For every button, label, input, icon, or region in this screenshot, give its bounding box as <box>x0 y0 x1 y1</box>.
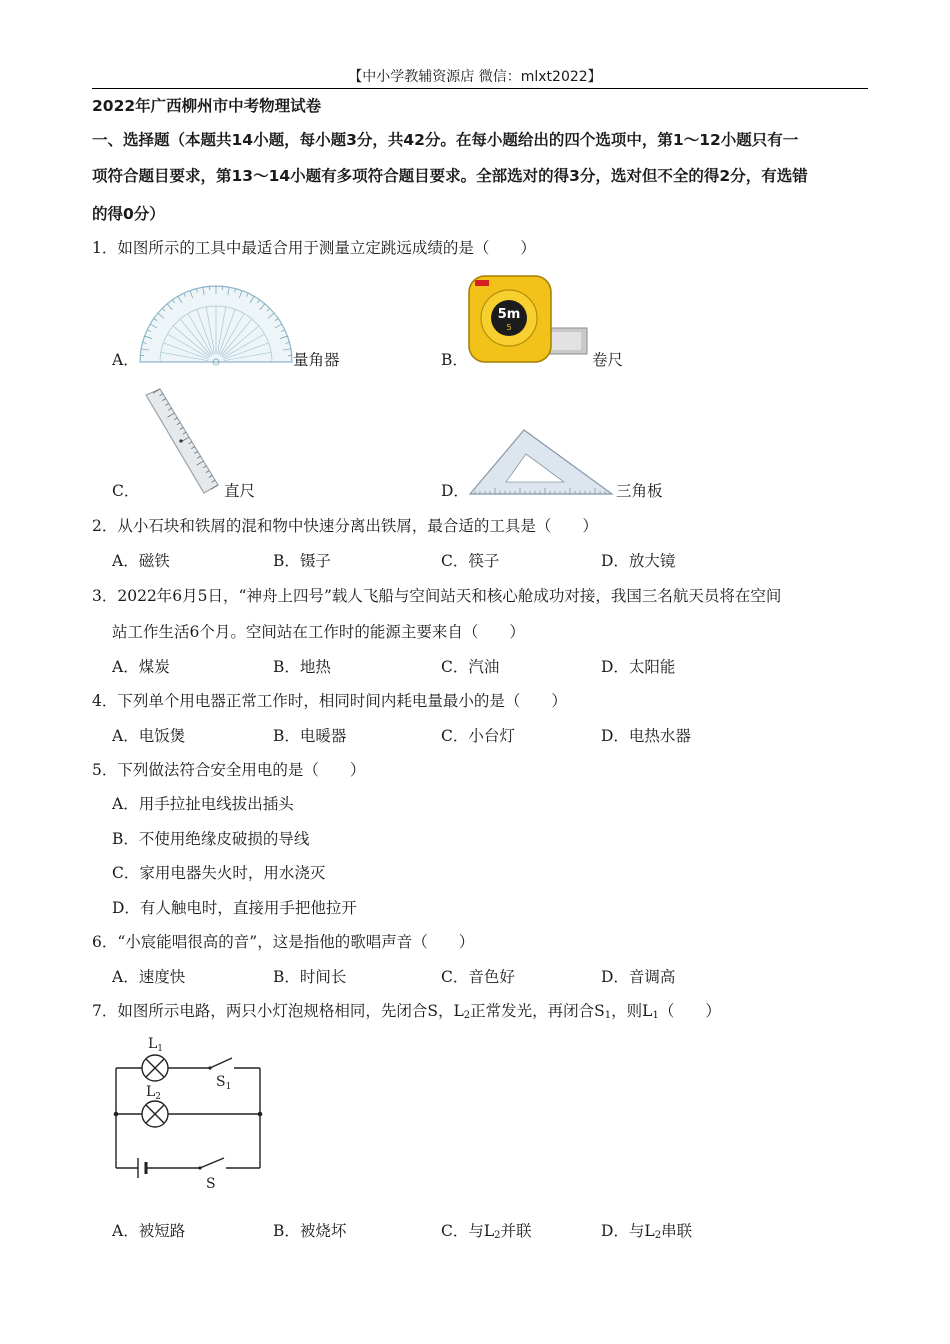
q4-option-a: A．电饭煲 <box>112 727 186 745</box>
q4-option-b: B．电暖器 <box>273 727 347 745</box>
page-header: 【中小学教辅资源店 微信：mlxt2022】 <box>348 69 602 85</box>
circuit-label-s1: $S_1$ <box>216 1074 232 1092</box>
q5-stem: 5．下列做法符合安全用电的是（ ） <box>92 761 366 779</box>
q7-option-c: C．与$L_2$并联 <box>441 1222 532 1241</box>
q1-option-d-letter: D． <box>441 482 469 500</box>
circuit-label-l2: $L_2$ <box>146 1084 162 1102</box>
section-instruction-1: 一、选择题（本题共14小题，每小题3分，共42分。在每小题给出的四个选项中，第1～12小题只有一 <box>92 131 799 149</box>
q1-option-b-label: 卷尺 <box>592 351 624 369</box>
q5-option-c: C．家用电器失火时，用水浇灭 <box>112 864 326 882</box>
q2-stem: 2．从小石块和铁屑的混和物中快速分离出铁屑，最合适的工具是（ ） <box>92 517 598 535</box>
q6-stem: 6．“小宸能唱很高的音”，这是指他的歌唱声音（ ） <box>92 933 475 951</box>
q2-option-a: A．磁铁 <box>112 552 170 570</box>
q1-option-b-letter: B． <box>441 351 468 369</box>
q4-option-d: D．电热水器 <box>601 727 691 745</box>
q7-option-d: D．与$L_2$串联 <box>601 1222 693 1241</box>
tape-label-small: 5 <box>506 323 512 332</box>
q5-option-d: D．有人触电时，直接用手把他拉开 <box>112 899 357 917</box>
circuit-diagram <box>108 1028 268 1194</box>
section-instruction-2: 项符合题目要求，第13～14小题有多项符合题目要求。全部选对的得3分，选对但不全的得2分，有选错 <box>92 167 808 185</box>
exam-title: 2022年广西柳州市中考物理试卷 <box>92 97 322 115</box>
q6-option-d: D．音调高 <box>601 968 676 986</box>
protractor-image <box>136 282 296 368</box>
q6-option-a: A．速度快 <box>112 968 186 986</box>
q3-stem-line2: 站工作生活6个月。空间站在工作时的能源主要来自（ ） <box>112 623 525 641</box>
q1-option-a-letter: A． <box>112 351 139 369</box>
q3-option-c: C．汽油 <box>441 658 500 676</box>
q5-option-a: A．用手拉扯电线拔出插头 <box>112 795 294 813</box>
circuit-label-s: S <box>206 1176 216 1192</box>
q2-option-c: C．筷子 <box>441 552 500 570</box>
tape-label-5m: 5m <box>497 307 521 322</box>
q6-option-c: C．音色好 <box>441 968 515 986</box>
q3-option-a: A．煤炭 <box>112 658 170 676</box>
q3-option-d: D．太阳能 <box>601 658 676 676</box>
q7-stem: 7．如图所示电路，两只小灯泡规格相同，先闭合S，$L_2$正常发光，再闭合$S_1$，则$L_1$（ ） <box>92 1002 721 1021</box>
q4-option-c: C．小台灯 <box>441 727 515 745</box>
q6-option-b: B．时间长 <box>273 968 347 986</box>
q2-option-b: B．镊子 <box>273 552 331 570</box>
q1-stem: 1．如图所示的工具中最适合用于测量立定跳远成绩的是（ ） <box>92 239 536 257</box>
section-instruction-3: 的得0分） <box>92 205 165 223</box>
q1-option-c-letter: C． <box>112 482 140 500</box>
q1-option-c-label: 直尺 <box>224 482 256 500</box>
circuit-label-l1: $L_1$ <box>148 1036 164 1054</box>
q3-option-b: B．地热 <box>273 658 331 676</box>
q1-option-d-label: 三角板 <box>616 482 663 500</box>
ruler-image <box>136 385 226 499</box>
header-rule <box>92 88 868 89</box>
q7-option-b: B．被烧坏 <box>273 1222 347 1240</box>
q5-option-b: B．不使用绝缘皮破损的导线 <box>112 830 310 848</box>
q4-stem: 4．下列单个用电器正常工作时，相同时间内耗电量最小的是（ ） <box>92 692 567 710</box>
tape-measure-image <box>465 272 590 368</box>
q1-option-a-label: 量角器 <box>293 351 340 369</box>
q7-option-a: A．被短路 <box>112 1222 186 1240</box>
q3-stem-line1: 3．2022年6月5日，“神舟上四号”载人飞船与空间站天和核心舱成功对接，我国三名航天员将在空间 <box>92 587 782 605</box>
q2-option-d: D．放大镜 <box>601 552 676 570</box>
triangle-ruler-image <box>466 426 616 498</box>
